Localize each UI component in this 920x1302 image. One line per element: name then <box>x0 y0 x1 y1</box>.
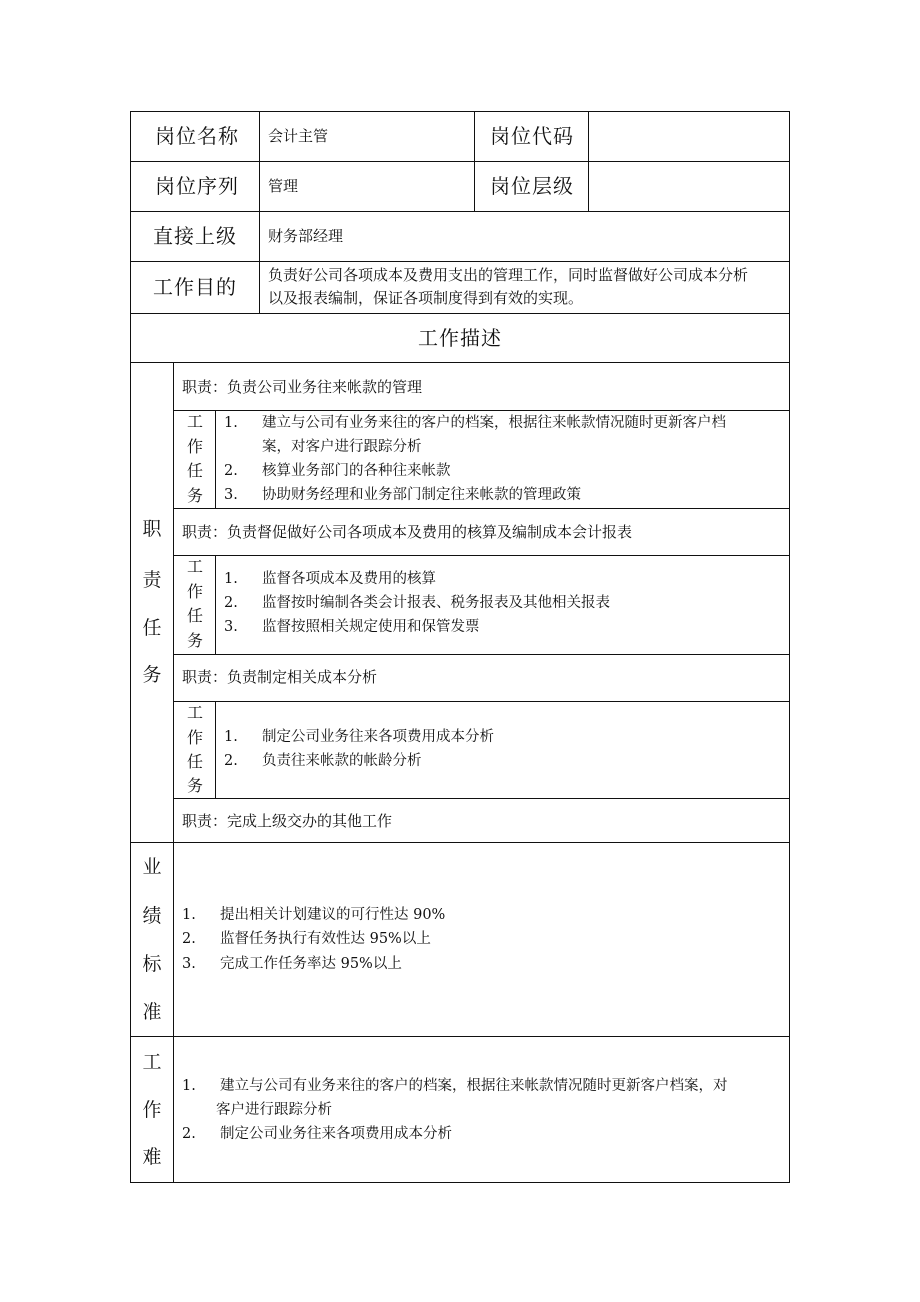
duties-label-char: 任 <box>142 617 162 639</box>
task-label-char: 任 <box>186 752 203 771</box>
superior-label: 直接上级 <box>153 224 237 248</box>
task-item: 3. 监督按照相关规定使用和保管发票 <box>224 619 480 635</box>
performance-item: 2. 监督任务执行有效性达 95%以上 <box>182 931 431 947</box>
performance-label-char: 标 <box>142 953 162 975</box>
row-divider <box>130 313 790 314</box>
difficulty-label-char: 工 <box>142 1051 162 1073</box>
post-seq-value: 管理 <box>268 177 299 195</box>
task-label-char: 作 <box>186 728 203 747</box>
duties-label-char: 责 <box>142 569 162 591</box>
table-border-right <box>789 111 790 1183</box>
duties-label-char: 务 <box>142 664 162 686</box>
performance-item: 1. 提出相关计划建议的可行性达 90% <box>182 907 446 923</box>
post-level-label: 岗位层级 <box>490 174 574 198</box>
table-border-left <box>130 111 131 1183</box>
difficulty-label-char: 难 <box>142 1146 162 1168</box>
task-item: 1. 制定公司业务往来各项费用成本分析 <box>224 729 494 745</box>
performance-label-char: 准 <box>142 1001 162 1023</box>
difficulty-label-char: 作 <box>142 1099 162 1121</box>
task-label-char: 工 <box>186 703 203 722</box>
row-divider <box>173 555 790 556</box>
duties-label-char: 职 <box>142 518 162 540</box>
row-divider <box>173 410 790 411</box>
task-item: 3. 协助财务经理和业务部门制定往来帐款的管理政策 <box>224 487 581 503</box>
col-divider <box>173 362 174 1183</box>
post-code-label: 岗位代码 <box>490 124 574 148</box>
purpose-label: 工作目的 <box>153 275 237 299</box>
difficulty-item: 2. 制定公司业务往来各项费用成本分析 <box>182 1126 452 1142</box>
post-name-label: 岗位名称 <box>155 124 239 148</box>
col-divider <box>474 111 475 211</box>
row-divider <box>130 161 790 162</box>
task-item: 2. 监督按时编制各类会计报表、税务报表及其他相关报表 <box>224 595 610 611</box>
task-label-char: 务 <box>186 486 203 505</box>
row-divider <box>173 701 790 702</box>
task-item: 1. 监督各项成本及费用的核算 <box>224 571 436 587</box>
row-divider <box>130 362 790 363</box>
performance-label-char: 绩 <box>142 905 162 927</box>
task-item: 2. 核算业务部门的各种往来帐款 <box>224 463 451 479</box>
row-divider <box>130 261 790 262</box>
row-divider <box>173 798 790 799</box>
task-label-char: 工 <box>186 412 203 431</box>
task-item: 1. 建立与公司有业务来往的客户的档案，根据往来帐款情况随时更新客户档 <box>224 415 726 431</box>
post-name-value: 会计主管 <box>268 127 329 145</box>
post-seq-label: 岗位序列 <box>155 174 239 198</box>
duty-title: 职责：负责公司业务往来帐款的管理 <box>182 378 423 396</box>
task-label-char: 作 <box>186 582 203 601</box>
section-divider <box>130 842 790 843</box>
col-divider <box>259 111 260 313</box>
task-label-char: 作 <box>186 437 203 456</box>
task-label-char: 任 <box>186 461 203 480</box>
duty-title: 职责：负责制定相关成本分析 <box>182 668 378 686</box>
task-label-char: 任 <box>186 606 203 625</box>
col-divider <box>588 111 589 211</box>
purpose-line-1: 负责好公司各项成本及费用支出的管理工作，同时监督做好公司成本分析 <box>268 266 749 284</box>
task-item-cont: 案，对客户进行跟踪分析 <box>262 439 422 455</box>
task-label-char: 务 <box>186 776 203 795</box>
performance-label-char: 业 <box>142 856 162 878</box>
duty-title: 职责：负责督促做好公司各项成本及费用的核算及编制成本会计报表 <box>182 523 633 541</box>
table-border-top <box>130 111 790 112</box>
task-item: 2. 负责往来帐款的帐龄分析 <box>224 753 422 769</box>
task-label-char: 工 <box>186 557 203 576</box>
duty-title: 职责：完成上级交办的其他工作 <box>182 812 393 830</box>
table-border-bottom <box>130 1182 790 1183</box>
performance-item: 3. 完成工作任务率达 95%以上 <box>182 956 402 972</box>
row-divider <box>173 654 790 655</box>
task-label-char: 务 <box>186 631 203 650</box>
section-divider <box>130 1036 790 1037</box>
purpose-line-2: 以及报表编制，保证各项制度得到有效的实现。 <box>268 289 584 307</box>
difficulty-item: 1. 建立与公司有业务来往的客户的档案，根据往来帐款情况随时更新客户档案，对 <box>182 1078 728 1094</box>
description-title: 工作描述 <box>418 326 502 350</box>
difficulty-item-cont: 客户进行跟踪分析 <box>216 1102 332 1118</box>
row-divider <box>130 211 790 212</box>
superior-value: 财务部经理 <box>268 227 344 245</box>
row-divider <box>173 508 790 509</box>
